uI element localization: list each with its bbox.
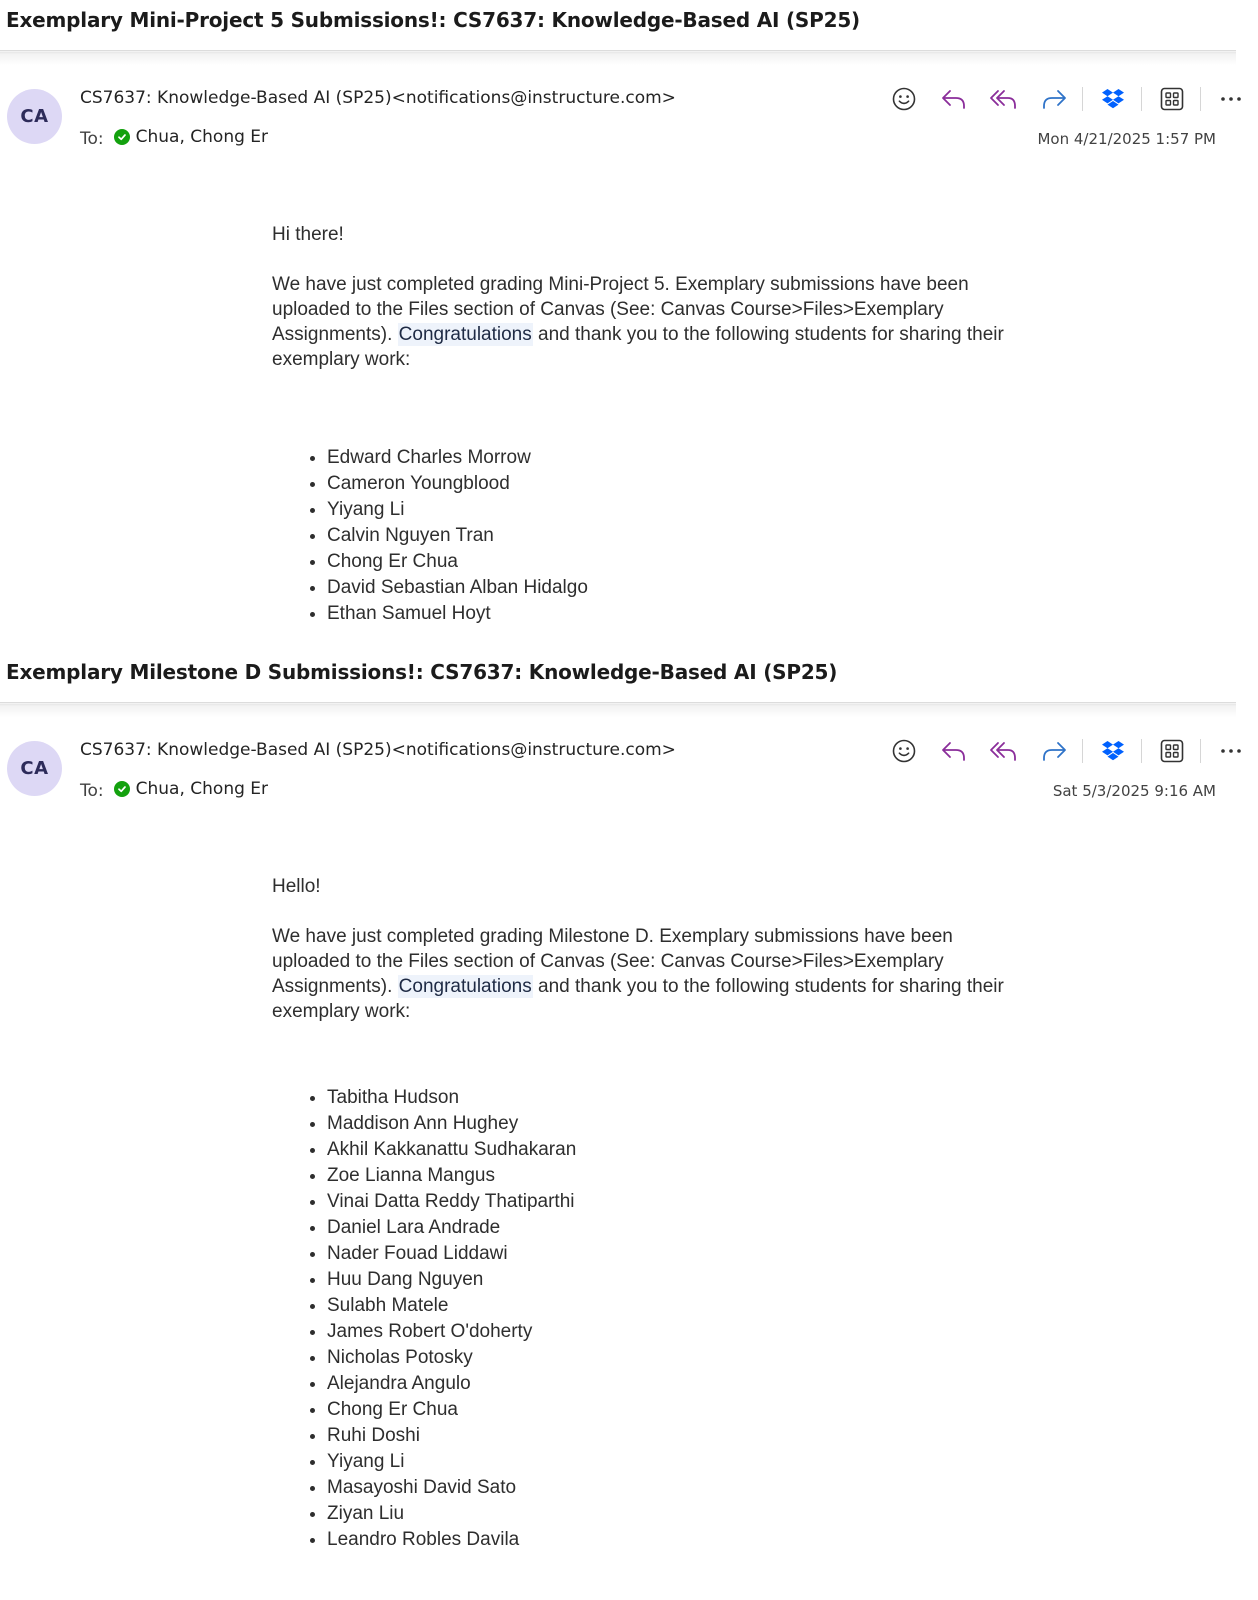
to-label: To: xyxy=(80,129,104,149)
list-item: • Chong Er Chua xyxy=(327,1397,576,1423)
list-item: • Vinai Datta Reddy Thatiparthi xyxy=(327,1189,576,1215)
forward-icon[interactable] xyxy=(1038,84,1070,114)
student-list xyxy=(300,445,588,627)
body-text-before: We have just completed grading Mini-Project 5. Exemplary submissions have been uploaded to the Files section of Canvas (See: Canvas Course>Files>Exemplary Assignments). xyxy=(272,274,969,345)
message-toolbar xyxy=(888,736,1247,766)
recipient-row xyxy=(80,125,268,149)
list-item: • Huu Dang Nguyen xyxy=(327,1267,576,1293)
sender-avatar[interactable]: CA xyxy=(7,89,62,144)
toolbar-separator xyxy=(1141,87,1142,111)
email-body xyxy=(272,222,1012,372)
list-item: • Tabitha Hudson xyxy=(327,1085,576,1111)
highlighted-word: Congratulations xyxy=(398,324,532,345)
list-item: • Yiyang Li xyxy=(327,1449,576,1475)
list-item: • Masayoshi David Sato xyxy=(327,1475,576,1501)
list-item: • Chong Er Chua xyxy=(327,549,588,575)
email-message xyxy=(0,652,1258,1600)
email-subject: Exemplary Milestone D Submissions!: CS7637: Knowledge-Based AI (SP25) xyxy=(6,660,838,684)
dropbox-icon[interactable] xyxy=(1097,736,1129,766)
more-icon[interactable] xyxy=(1215,736,1247,766)
toolbar-separator xyxy=(1082,87,1083,111)
dropbox-icon[interactable] xyxy=(1097,84,1129,114)
divider xyxy=(0,702,1236,717)
divider xyxy=(0,50,1236,65)
toolbar-separator xyxy=(1200,87,1201,111)
list-item: • Akhil Kakkanattu Sudhakaran xyxy=(327,1137,576,1163)
reply-icon[interactable] xyxy=(938,84,970,114)
sender-avatar[interactable]: CA xyxy=(7,741,62,796)
list-item: • Daniel Lara Andrade xyxy=(327,1215,576,1241)
list-item: • Sulabh Matele xyxy=(327,1293,576,1319)
reply-icon[interactable] xyxy=(938,736,970,766)
toolbar-separator xyxy=(1200,739,1201,763)
list-item: • Leandro Robles Davila xyxy=(327,1527,576,1553)
recipient-name[interactable]: Chua, Chong Er xyxy=(135,779,269,799)
highlighted-word: Congratulations xyxy=(398,976,532,997)
forward-icon[interactable] xyxy=(1038,736,1070,766)
apps-icon[interactable] xyxy=(1156,84,1188,114)
body-paragraph xyxy=(272,272,1012,372)
list-item: • Edward Charles Morrow xyxy=(327,445,588,471)
email-body xyxy=(272,874,1012,1024)
presence-available-icon xyxy=(114,129,130,145)
email-subject: Exemplary Mini-Project 5 Submissions!: CS7637: Knowledge-Based AI (SP25) xyxy=(6,8,860,32)
toolbar-separator xyxy=(1082,739,1083,763)
email-message xyxy=(0,0,1258,652)
more-icon[interactable] xyxy=(1215,84,1247,114)
reply-all-icon[interactable] xyxy=(988,84,1020,114)
body-text-after: and thank you to the following students for sharing their exemplary work: xyxy=(272,976,1004,1022)
sender-name[interactable]: CS7637: Knowledge-Based AI (SP25)<notifications@instructure.com> xyxy=(80,740,676,760)
reply-all-icon[interactable] xyxy=(988,736,1020,766)
message-toolbar xyxy=(888,84,1247,114)
body-text-after: and thank you to the following students for sharing their exemplary work: xyxy=(272,324,1004,370)
to-label: To: xyxy=(80,781,104,801)
recipient-row xyxy=(80,777,268,801)
list-item: • Ethan Samuel Hoyt xyxy=(327,601,588,627)
list-item: • Cameron Youngblood xyxy=(327,471,588,497)
received-timestamp: Mon 4/21/2025 1:57 PM xyxy=(1037,130,1216,148)
list-item: • Alejandra Angulo xyxy=(327,1371,576,1397)
list-item: • James Robert O'doherty xyxy=(327,1319,576,1345)
list-item: • Ruhi Doshi xyxy=(327,1423,576,1449)
toolbar-separator xyxy=(1141,739,1142,763)
list-item: • Calvin Nguyen Tran xyxy=(327,523,588,549)
body-paragraph xyxy=(272,924,1012,1024)
emoji-icon[interactable] xyxy=(888,84,920,114)
presence-available-icon xyxy=(114,781,130,797)
sender-name[interactable]: CS7637: Knowledge-Based AI (SP25)<notifications@instructure.com> xyxy=(80,88,676,108)
apps-icon[interactable] xyxy=(1156,736,1188,766)
list-item: • Ziyan Liu xyxy=(327,1501,576,1527)
greeting: Hi there! xyxy=(272,224,344,245)
body-text-before: We have just completed grading Milestone D. Exemplary submissions have been uploaded to the Files section of Canvas (See: Canvas Course>Files>Exemplary Assignments). xyxy=(272,926,953,997)
list-item: • Nader Fouad Liddawi xyxy=(327,1241,576,1267)
greeting: Hello! xyxy=(272,876,321,897)
list-item: • Nicholas Potosky xyxy=(327,1345,576,1371)
emoji-icon[interactable] xyxy=(888,736,920,766)
list-item: • Zoe Lianna Mangus xyxy=(327,1163,576,1189)
received-timestamp: Sat 5/3/2025 9:16 AM xyxy=(1052,782,1216,800)
list-item: • David Sebastian Alban Hidalgo xyxy=(327,575,588,601)
list-item: • Yiyang Li xyxy=(327,497,588,523)
list-item: • Maddison Ann Hughey xyxy=(327,1111,576,1137)
recipient-name[interactable]: Chua, Chong Er xyxy=(135,127,269,147)
student-list xyxy=(300,1085,576,1553)
